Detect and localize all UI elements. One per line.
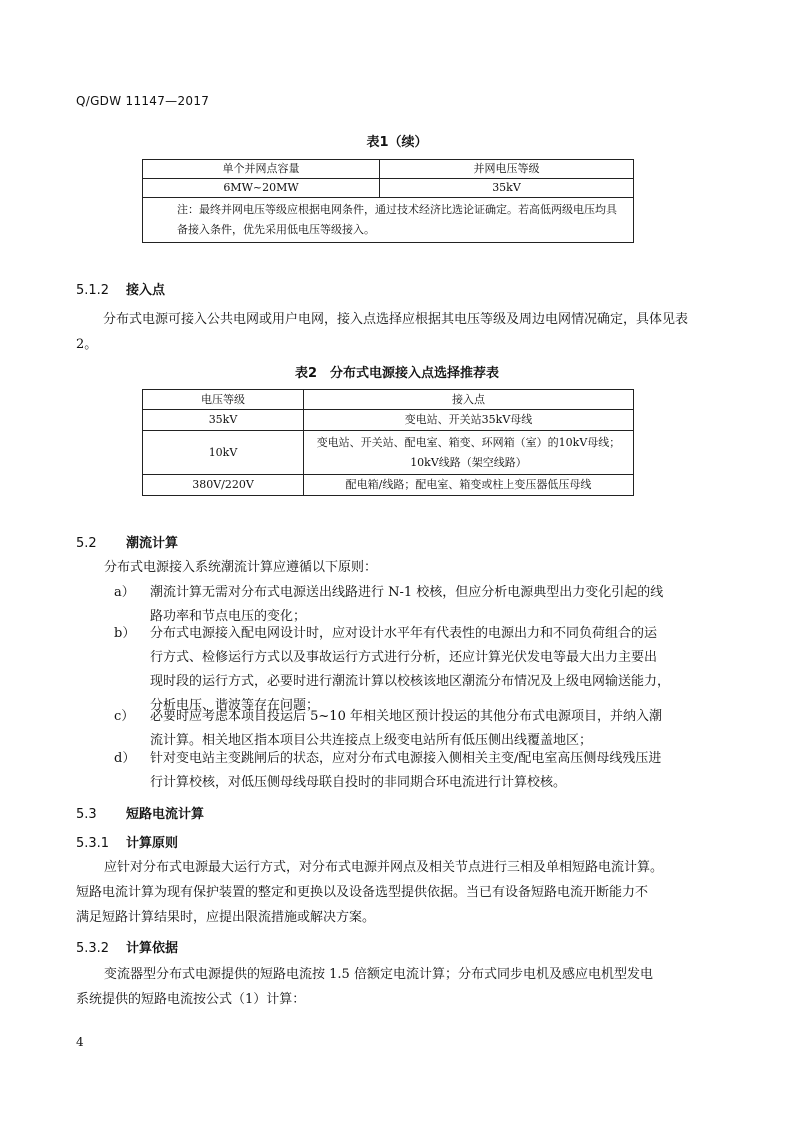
- table2-cell-voltage: 35kV: [143, 410, 304, 431]
- list-marker: d）: [114, 751, 136, 766]
- table1-caption: 表1（续）: [366, 135, 428, 150]
- table2: [142, 389, 634, 496]
- section-5-3-2-text: [76, 962, 716, 1012]
- section-heading-5-3-1: [76, 832, 178, 851]
- section-title: 短路电流计算: [126, 807, 205, 822]
- section-number: 5.3.2: [76, 941, 110, 956]
- list-line: 分布式电源接入配电网设计时，应对设计水平年有代表性的电源出力和不同负荷组合的运: [150, 626, 658, 641]
- table2-cell-voltage: 380V/220V: [143, 475, 304, 496]
- list-line: 行方式、检修运行方式以及事故运行方式进行分析，还应计算光伏发电等最大出力主要出: [150, 650, 658, 665]
- list-line: 现时段的运行方式，必要时进行潮流计算以校核该地区潮流分布情况及上级电网输送能力，: [150, 674, 671, 689]
- paragraph-line: 满足短路计算结果时，应提出限流措施或解决方案。: [76, 910, 376, 925]
- table-row: [143, 431, 634, 475]
- section-heading-5-2: [76, 532, 178, 551]
- paragraph-line: 短路电流计算为现有保护装置的整定和更换以及设备选型提供依据。当已有设备短路电流开断能力不: [76, 885, 649, 900]
- section-heading-5-3: [76, 803, 204, 822]
- cell-line: 变电站、开关站、配电室、箱变、环网箱（室）的10kV母线；: [316, 435, 621, 449]
- table1-note: 注：最终并网电压等级应根据电网条件，通过技术经济比选论证确定。若高低两级电压均具备接入条件，优先采用低电压等级接入。: [143, 198, 634, 243]
- table1: [142, 159, 634, 243]
- table1-cell-capacity: 6MW~20MW: [143, 179, 380, 198]
- list-item: [114, 622, 704, 718]
- list-item: [114, 747, 704, 795]
- list-line: 针对变电站主变跳闸后的状态，应对分布式电源接入侧相关主变/配电室高压侧母线残压进: [150, 751, 662, 766]
- list-line: 必要时应考虑本项目投运后 5~10 年相关地区预计投运的其他分布式电源项目，并纳入潮: [150, 709, 662, 724]
- section-5-2-intro: 分布式电源接入系统潮流计算应遵循以下原则：: [104, 560, 378, 575]
- list-marker: a）: [114, 585, 135, 600]
- table1-header-capacity: 单个并网点容量: [143, 160, 380, 179]
- section-heading-5-3-2: [76, 937, 178, 956]
- paragraph-line: 系统提供的短路电流按公式（1）计算：: [76, 992, 306, 1007]
- section-number: 5.3: [76, 807, 97, 822]
- paragraph-line: 变流器型分布式电源提供的短路电流按 1.5 倍额定电流计算；分布式同步电机及感应电机型发电: [104, 967, 653, 982]
- section-number: 5.3.1: [76, 836, 110, 851]
- list-line: 分析电压、谐波等存在问题；: [150, 698, 320, 713]
- table2-cell-access-point: 变电站、开关站35kV母线: [304, 410, 634, 431]
- table1-header-voltage: 并网电压等级: [380, 160, 634, 179]
- section-title: 潮流计算: [126, 536, 179, 551]
- table2-caption: 表2 分布式电源接入点选择推荐表: [294, 366, 500, 381]
- table-row: [143, 410, 634, 431]
- section-5-1-2-text: 分布式电源可接入公共电网或用户电网，接入点选择应根据其电压等级及周边电网情况确定，具体见表 2。: [76, 312, 689, 352]
- table2-header-access-point: 接入点: [304, 390, 634, 410]
- table2-header-voltage: 电压等级: [143, 390, 304, 410]
- list-line: 路功率和节点电压的变化；: [150, 609, 307, 624]
- table2-cell-access-point: 配电箱/线路；配电室、箱变或柱上变压器低压母线: [304, 475, 634, 496]
- standard-number: Q/GDW 11147—2017: [76, 94, 210, 108]
- section-heading-5-1-2: [76, 279, 165, 298]
- table2-cell-voltage: 10kV: [143, 431, 304, 475]
- section-title: 接入点: [126, 283, 166, 298]
- section-number: 5.1.2: [76, 283, 110, 298]
- list-marker: c）: [114, 709, 135, 724]
- list-marker: b）: [114, 626, 136, 641]
- cell-line: 10kV线路（架空线路）: [410, 455, 527, 469]
- list-line: 流计算。相关地区指本项目公共连接点上级变电站所有低压侧出线覆盖地区；: [150, 733, 593, 748]
- paragraph-line: 应针对分布式电源最大运行方式，对分布式电源并网点及相关节点进行三相及单相短路电流计算。: [104, 860, 664, 875]
- table-row: [143, 475, 634, 496]
- section-title: 计算原则: [126, 836, 179, 851]
- section-number: 5.2: [76, 536, 97, 551]
- list-line: 行计算校核，对低压侧母线母联自投时的非同期合环电流进行计算校核。: [150, 775, 567, 790]
- table2-cell-access-point: [304, 431, 634, 475]
- page-number: 4: [76, 1035, 84, 1049]
- table1-cell-voltage: 35kV: [380, 179, 634, 198]
- section-title: 计算依据: [126, 941, 179, 956]
- list-line: 潮流计算无需对分布式电源送出线路进行 N-1 校核，但应分析电源典型出力变化引起的线: [150, 585, 664, 600]
- section-5-3-1-text: [76, 855, 716, 930]
- list-item: [114, 705, 704, 753]
